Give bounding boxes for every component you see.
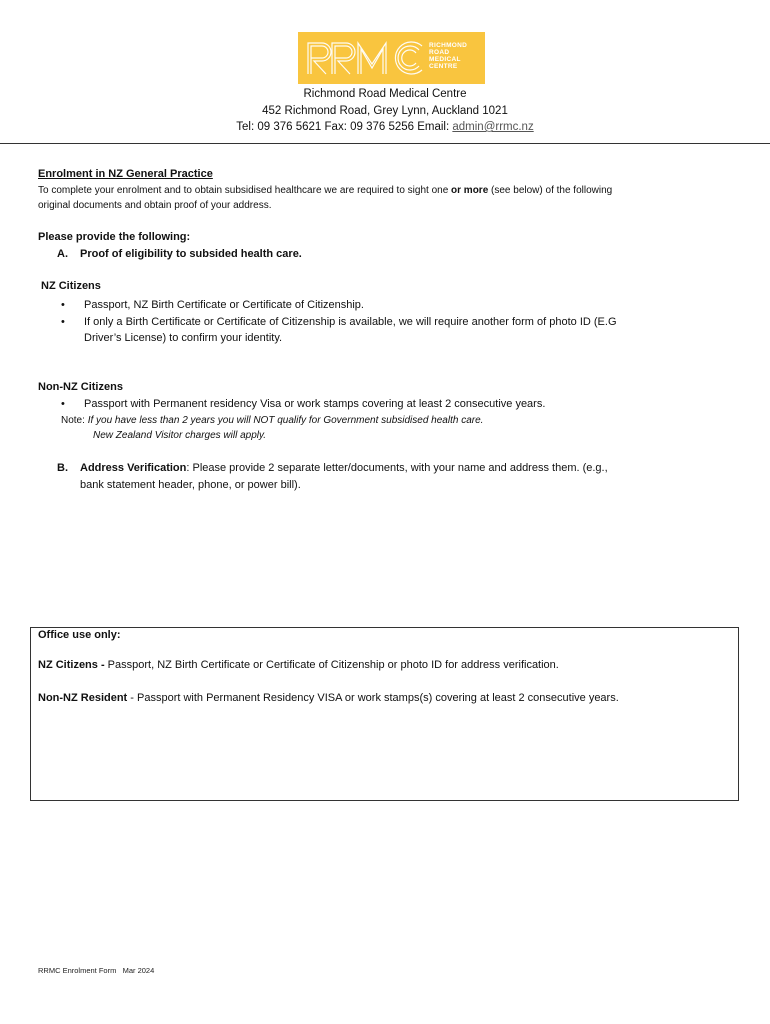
address-verification-continuation: bank statement header, phone, or power bill). (80, 479, 301, 491)
header-divider (0, 143, 770, 144)
logo-text-line: MEDICAL (429, 56, 461, 63)
list-item: Passport, NZ Birth Certificate or Certificate of Citizenship. (84, 299, 364, 311)
intro-text: (see below) of the following (488, 185, 613, 196)
note-line (61, 415, 483, 426)
list-marker-b: B. (57, 462, 68, 474)
non-nz-citizens-heading: Non-NZ Citizens (38, 381, 123, 393)
list-item: Passport with Permanent residency Visa or work stamps covering at least 2 consecutive years. (84, 398, 546, 410)
org-name: Richmond Road Medical Centre (303, 88, 467, 100)
bullet-icon: • (61, 316, 65, 328)
nz-citizens-heading: NZ Citizens (41, 280, 101, 292)
intro-paragraph-line (38, 185, 738, 196)
provide-heading: Please provide the following: (38, 231, 191, 243)
bullet-icon: • (61, 299, 65, 311)
note-line: New Zealand Visitor charges will apply. (93, 430, 267, 441)
rrmc-logo-mark-icon (306, 40, 424, 76)
bullet-icon: • (61, 398, 65, 410)
logo-text-line: ROAD (429, 49, 450, 56)
intro-emphasis: or more (451, 185, 489, 196)
page-footer: RRMC Enrolment Form Mar 2024 (38, 966, 155, 975)
list-item-continuation: Driver’s License) to confirm your identity. (84, 332, 283, 344)
contact-details: Tel: 09 376 5621 Fax: 09 376 5256 Email: (236, 121, 453, 133)
address-verification-label: Address Verification (80, 462, 187, 474)
logo-text-line: RICHMOND (429, 42, 468, 49)
intro-text: To complete your enrolment and to obtain subsidised healthcare we are required to sight one (38, 185, 452, 196)
rrmc-logo (298, 32, 485, 84)
section-title: Enrolment in NZ General Practice (38, 168, 213, 180)
list-item: If only a Birth Certificate or Certificate of Citizenship is available, we will require another form of photo ID (E.G (84, 316, 617, 328)
intro-paragraph-line: original documents and obtain proof of your address. (38, 200, 272, 211)
office-non-nz-text: - Passport with Permanent Residency VISA or work stamps(s) covering at least 2 consecutive years. (127, 692, 619, 704)
org-contact (0, 121, 770, 133)
list-marker-a: A. (57, 248, 68, 260)
address-verification-text: : Please provide 2 separate letter/documents, with your name and address them. (e.g., (186, 462, 608, 474)
note-label: Note: (61, 415, 88, 426)
org-address: 452 Richmond Road, Grey Lynn, Auckland 1021 (262, 105, 508, 117)
office-use-box (30, 627, 739, 801)
office-non-nz-label: Non-NZ Resident (38, 692, 128, 704)
office-nz-label: NZ Citizens - (38, 659, 108, 671)
office-nz-text: Passport, NZ Birth Certificate or Certificate of Citizenship or photo ID for address verification. (107, 659, 559, 671)
eligibility-heading: Proof of eligibility to subsided health care. (80, 248, 302, 260)
logo-text-line: CENTRE (429, 63, 458, 70)
address-verification-line (80, 462, 608, 474)
office-nz-line (38, 659, 559, 671)
office-use-heading: Office use only: (38, 629, 121, 641)
email-link[interactable]: admin@rrmc.nz (452, 121, 534, 133)
note-text: If you have less than 2 years you will NOT qualify for Government subsidised health care. (87, 415, 484, 426)
office-non-nz-line (38, 692, 619, 704)
